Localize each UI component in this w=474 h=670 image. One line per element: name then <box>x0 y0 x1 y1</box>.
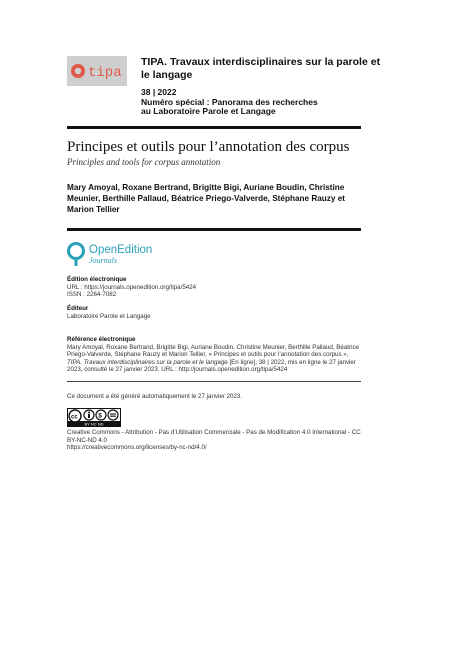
generated-note: Ce document a été généré automatiquement le 27 janvier 2023. <box>67 393 243 400</box>
openedition-logo <box>67 241 167 267</box>
edition-url[interactable]: URL : https://journals.openedition.org/tipa/5424 <box>67 283 197 291</box>
tipa-logo-text: tipa <box>88 65 122 81</box>
article-title: Principes et outils pour l’annotation des corpus <box>67 139 350 155</box>
svg-text:cc: cc <box>71 414 78 421</box>
edition-issn: ISSN : 2264-7082 <box>67 291 117 299</box>
authors-divider <box>67 228 361 231</box>
openedition-brand: OpenEdition <box>89 244 153 256</box>
publisher-section <box>67 305 367 320</box>
svg-text:$: $ <box>98 412 102 420</box>
reference-journal-italic: TIPA. Travaux interdisciplinaires sur la parole et le langage <box>67 358 228 366</box>
edition-section <box>67 276 367 299</box>
header-divider <box>67 126 361 129</box>
reference-text <box>67 344 363 374</box>
issue-info <box>141 88 381 117</box>
reference-heading: Référence électronique <box>67 336 136 343</box>
special-issue-line-1: Numéro spécial : Panorama des recherches <box>141 96 318 107</box>
openedition-sub: Journals <box>89 256 117 265</box>
cc-license-badge[interactable] <box>67 408 121 427</box>
reference-divider <box>67 381 361 382</box>
tipa-logo <box>67 56 127 86</box>
publisher-heading: Éditeur <box>67 305 89 312</box>
reference-text-end: [En ligne], 38 | 2022, mis en ligne le 27 janvier 2023, consulté le 27 janvier 2023. URL : http://journals.openedition.org/tipa/5424 <box>67 358 356 374</box>
license-section <box>67 429 363 452</box>
authors: Mary Amoyal, Roxane Bertrand, Brigitte Bigi, Auriane Boudin, Christine Meunier, Berthille Pallaud, Béatrice Priego-Valverde, Stéphane Rauzy et Marion Tellier <box>67 183 346 214</box>
edition-heading: Édition électronique <box>67 276 127 283</box>
issue-number: 38 | 2022 <box>141 87 177 97</box>
journal-title: TIPA. Travaux interdisciplinaires sur la parole et le langage <box>141 56 381 81</box>
license-text: Creative Commons - Attribution - Pas d’Utilisation Commerciale - Pas de Modification 4.0 International - CC BY-NC-ND 4.0 <box>67 429 361 444</box>
special-issue-line-2: au Laboratoire Parole et Langage <box>141 106 276 116</box>
article-subtitle: Principles and tools for corpus annotation <box>67 157 221 167</box>
reference-text-start: Mary Amoyal, Roxane Bertrand, Brigitte Bigi, Auriane Boudin, Christine Meunier, Berthille Pallaud, Béatrice Priego-Valverde, Stéphane Rauzy et Marion Tellier, « Principes et outils pour l’annotation des corpus », <box>67 343 359 359</box>
license-url[interactable]: https://creativecommons.org/licenses/by-nc-nd/4.0/ <box>67 444 207 452</box>
publisher-name: Laboratoire Parole et Langage <box>67 312 151 320</box>
cc-badge-text: BY NC ND <box>84 421 104 427</box>
reference-section <box>67 336 363 374</box>
